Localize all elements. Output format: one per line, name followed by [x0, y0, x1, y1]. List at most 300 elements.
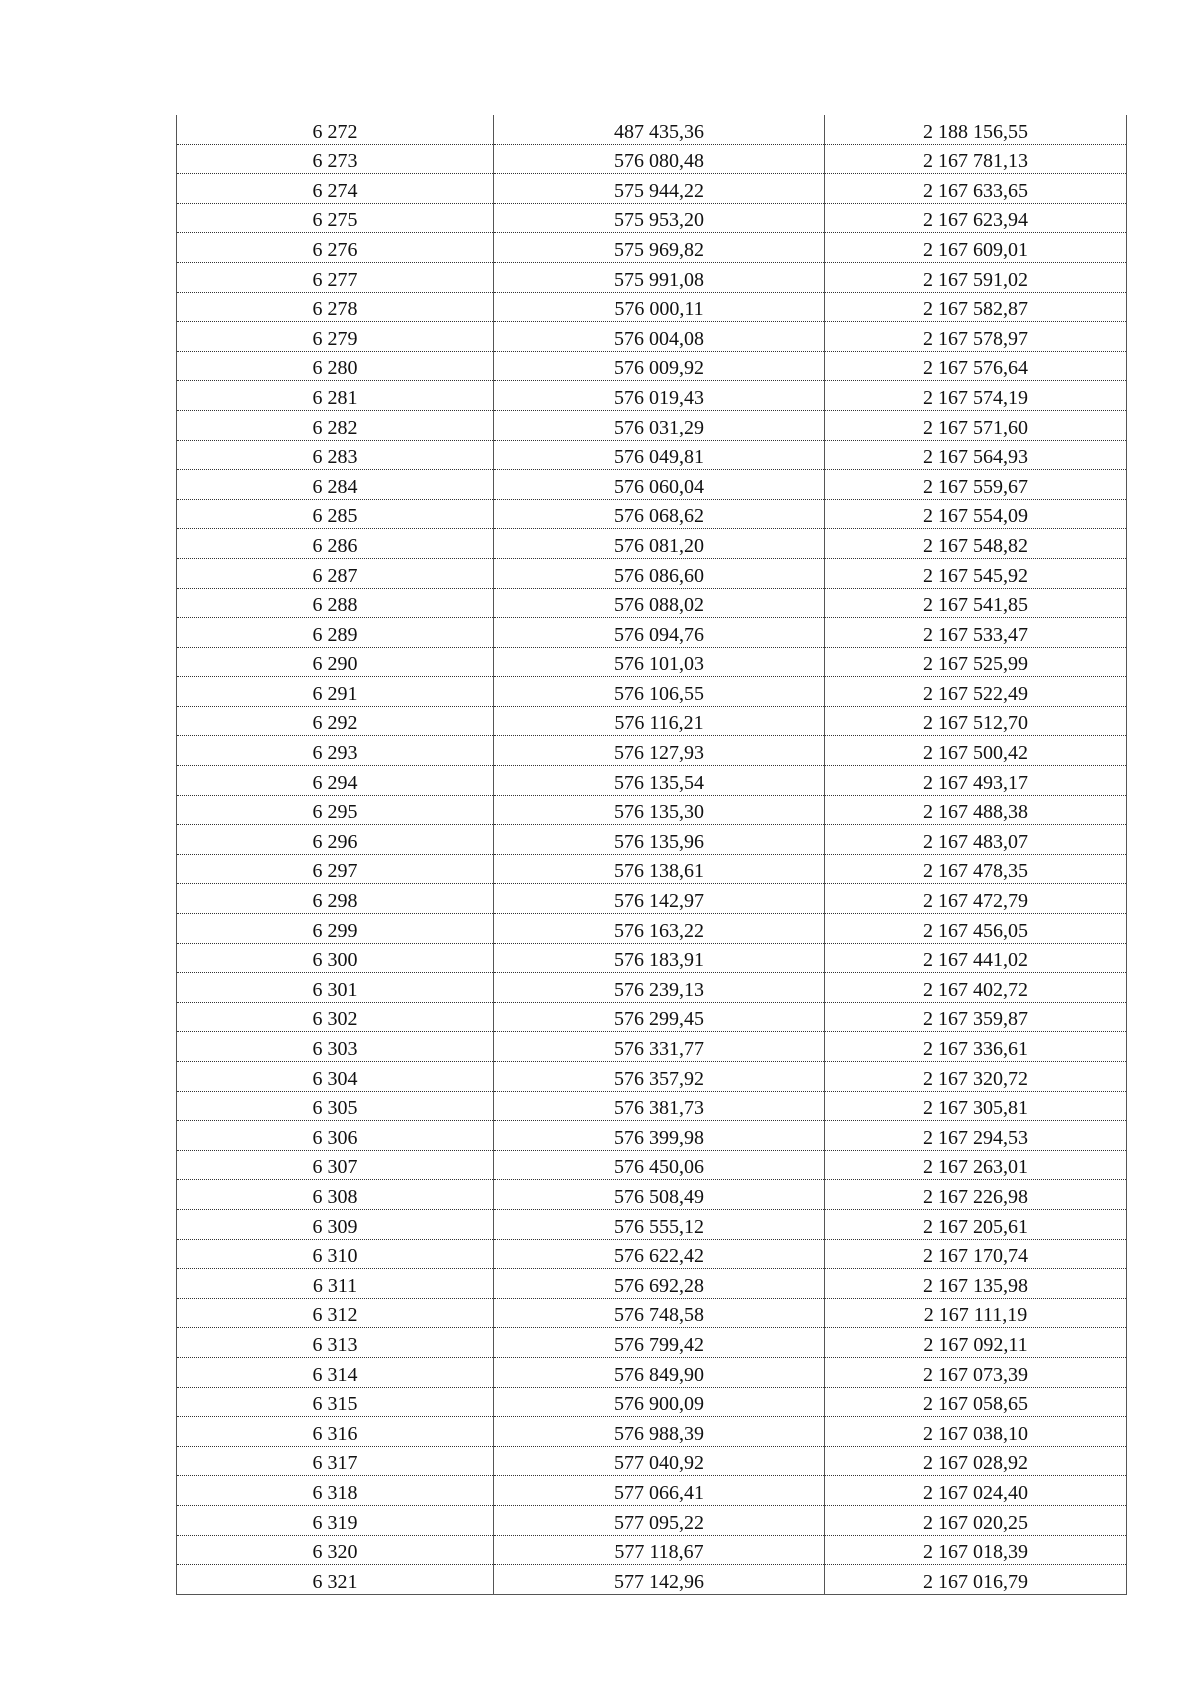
point-number-cell — [177, 647, 494, 677]
point-number-cell — [177, 144, 494, 174]
cell-text: 576 004,08 — [614, 327, 704, 350]
x-coordinate-cell — [494, 825, 825, 855]
y-coordinate-cell — [825, 1180, 1127, 1210]
table-row — [177, 854, 1127, 884]
cell-text: 6 299 — [312, 919, 358, 942]
cell-text: 6 295 — [312, 801, 358, 824]
cell-text: 576 009,92 — [614, 357, 704, 380]
cell-text: 2 167 170,74 — [923, 1245, 1028, 1268]
y-coordinate-cell — [825, 647, 1127, 677]
point-number-cell — [177, 1417, 494, 1447]
x-coordinate-cell — [494, 1417, 825, 1447]
x-coordinate-cell — [494, 618, 825, 648]
cell-text: 2 167 488,38 — [923, 801, 1028, 824]
table-row — [177, 322, 1127, 352]
point-number-cell — [177, 1357, 494, 1387]
cell-text: 6 302 — [312, 1008, 358, 1031]
y-coordinate-cell — [825, 470, 1127, 500]
cell-text: 6 294 — [312, 771, 358, 794]
x-coordinate-cell — [494, 262, 825, 292]
x-coordinate-cell — [494, 943, 825, 973]
coordinates-table — [176, 115, 1127, 1595]
cell-text: 6 279 — [312, 327, 358, 350]
y-coordinate-cell — [825, 1121, 1127, 1151]
cell-text: 577 095,22 — [614, 1511, 704, 1534]
x-coordinate-cell — [494, 1209, 825, 1239]
table-row — [177, 1535, 1127, 1565]
x-coordinate-cell — [494, 706, 825, 736]
cell-text: 6 293 — [312, 742, 358, 765]
cell-text: 6 272 — [312, 120, 358, 143]
table-row — [177, 115, 1127, 144]
cell-text: 577 040,92 — [614, 1452, 704, 1475]
cell-text: 6 291 — [312, 682, 358, 705]
y-coordinate-cell — [825, 1150, 1127, 1180]
x-coordinate-cell — [494, 144, 825, 174]
cell-text: 2 167 574,19 — [923, 386, 1028, 409]
cell-text: 6 309 — [312, 1215, 358, 1238]
cell-text: 2 167 493,17 — [923, 771, 1028, 794]
cell-text: 2 167 038,10 — [923, 1422, 1028, 1445]
y-coordinate-cell — [825, 973, 1127, 1003]
x-coordinate-cell — [494, 174, 825, 204]
cell-text: 6 289 — [312, 623, 358, 646]
point-number-cell — [177, 706, 494, 736]
table-row — [177, 1565, 1127, 1595]
point-number-cell — [177, 1328, 494, 1358]
table-row — [177, 1239, 1127, 1269]
table-row — [177, 736, 1127, 766]
cell-text: 6 287 — [312, 564, 358, 587]
table-row — [177, 973, 1127, 1003]
cell-text: 576 142,97 — [614, 890, 704, 913]
table-row — [177, 233, 1127, 263]
cell-text: 2 167 336,61 — [923, 1038, 1028, 1060]
point-number-cell — [177, 825, 494, 855]
point-number-cell — [177, 1209, 494, 1239]
point-number-cell — [177, 440, 494, 470]
table-row — [177, 440, 1127, 470]
y-coordinate-cell — [825, 736, 1127, 766]
point-number-cell — [177, 1062, 494, 1092]
y-coordinate-cell — [825, 943, 1127, 973]
y-coordinate-cell — [825, 1387, 1127, 1417]
y-coordinate-cell — [825, 529, 1127, 559]
x-coordinate-cell — [494, 233, 825, 263]
x-coordinate-cell — [494, 1505, 825, 1535]
cell-text: 576 138,61 — [614, 860, 704, 883]
cell-text: 6 286 — [312, 534, 358, 557]
cell-text: 576 508,49 — [614, 1185, 704, 1208]
point-number-cell — [177, 588, 494, 618]
table-row — [177, 203, 1127, 233]
point-number-cell — [177, 1269, 494, 1299]
cell-text: 2 167 472,79 — [923, 890, 1028, 913]
point-number-cell — [177, 1239, 494, 1269]
cell-text: 6 319 — [312, 1511, 358, 1534]
cell-text: 576 106,55 — [614, 682, 704, 705]
table-row — [177, 1002, 1127, 1032]
x-coordinate-cell — [494, 1565, 825, 1595]
x-coordinate-cell — [494, 588, 825, 618]
y-coordinate-cell — [825, 588, 1127, 618]
x-coordinate-cell — [494, 529, 825, 559]
cell-text: 6 306 — [312, 1126, 358, 1149]
point-number-cell — [177, 884, 494, 914]
cell-text: 576 060,04 — [614, 475, 704, 498]
table-row — [177, 1269, 1127, 1299]
cell-text: 576 450,06 — [614, 1156, 704, 1179]
point-number-cell — [177, 1476, 494, 1506]
cell-text: 576 622,42 — [614, 1245, 704, 1268]
x-coordinate-cell — [494, 914, 825, 944]
cell-text: 6 281 — [312, 386, 358, 409]
x-coordinate-cell — [494, 292, 825, 322]
x-coordinate-cell — [494, 203, 825, 233]
x-coordinate-cell — [494, 677, 825, 707]
cell-text: 2 167 582,87 — [923, 298, 1028, 321]
x-coordinate-cell — [494, 470, 825, 500]
point-number-cell — [177, 1121, 494, 1151]
cell-text: 2 167 559,67 — [923, 475, 1028, 498]
cell-text: 6 282 — [312, 416, 358, 439]
y-coordinate-cell — [825, 706, 1127, 736]
point-number-cell — [177, 203, 494, 233]
y-coordinate-cell — [825, 1091, 1127, 1121]
x-coordinate-cell — [494, 1387, 825, 1417]
x-coordinate-cell — [494, 1002, 825, 1032]
table-row — [177, 647, 1127, 677]
cell-text: 6 303 — [312, 1038, 358, 1060]
cell-text: 6 283 — [312, 446, 358, 469]
table-row — [177, 1150, 1127, 1180]
table-row — [177, 1180, 1127, 1210]
x-coordinate-cell — [494, 1032, 825, 1062]
table-row — [177, 1328, 1127, 1358]
point-number-cell — [177, 1446, 494, 1476]
table-row — [177, 1209, 1127, 1239]
table-row — [177, 943, 1127, 973]
cell-text: 577 118,67 — [614, 1541, 704, 1564]
cell-text: 2 167 294,53 — [923, 1126, 1028, 1149]
cell-text: 6 310 — [312, 1245, 358, 1268]
table-row — [177, 262, 1127, 292]
cell-text: 576 088,02 — [614, 594, 704, 617]
y-coordinate-cell — [825, 884, 1127, 914]
cell-text: 6 320 — [312, 1541, 358, 1564]
y-coordinate-cell — [825, 914, 1127, 944]
cell-text: 2 167 781,13 — [923, 150, 1028, 173]
cell-text: 576 900,09 — [614, 1393, 704, 1416]
point-number-cell — [177, 677, 494, 707]
table-row — [177, 529, 1127, 559]
x-coordinate-cell — [494, 1180, 825, 1210]
cell-text: 576 019,43 — [614, 386, 704, 409]
point-number-cell — [177, 1150, 494, 1180]
cell-text: 576 799,42 — [614, 1333, 704, 1356]
cell-text: 2 167 623,94 — [923, 209, 1028, 232]
cell-text: 2 167 456,05 — [923, 919, 1028, 942]
cell-text: 2 167 092,11 — [923, 1333, 1028, 1356]
cell-text: 577 142,96 — [614, 1570, 704, 1593]
cell-text: 575 944,22 — [614, 179, 704, 202]
table-row — [177, 144, 1127, 174]
point-number-cell — [177, 1002, 494, 1032]
cell-text: 6 315 — [312, 1393, 358, 1416]
y-coordinate-cell — [825, 322, 1127, 352]
point-number-cell — [177, 1298, 494, 1328]
table-row — [177, 1121, 1127, 1151]
cell-text: 2 167 402,72 — [923, 978, 1028, 1001]
y-coordinate-cell — [825, 440, 1127, 470]
cell-text: 2 167 205,61 — [923, 1215, 1028, 1238]
table-row — [177, 795, 1127, 825]
point-number-cell — [177, 529, 494, 559]
cell-text: 2 167 633,65 — [923, 179, 1028, 202]
x-coordinate-cell — [494, 1476, 825, 1506]
y-coordinate-cell — [825, 766, 1127, 796]
y-coordinate-cell — [825, 499, 1127, 529]
cell-text: 576 748,58 — [614, 1304, 704, 1327]
cell-text: 6 288 — [312, 594, 358, 617]
cell-text: 2 167 478,35 — [923, 860, 1028, 883]
cell-text: 2 167 576,64 — [923, 357, 1028, 380]
cell-text: 2 167 018,39 — [923, 1541, 1028, 1564]
point-number-cell — [177, 1387, 494, 1417]
x-coordinate-cell — [494, 973, 825, 1003]
y-coordinate-cell — [825, 677, 1127, 707]
y-coordinate-cell — [825, 1476, 1127, 1506]
cell-text: 6 275 — [312, 209, 358, 232]
y-coordinate-cell — [825, 1062, 1127, 1092]
x-coordinate-cell — [494, 1535, 825, 1565]
table-row — [177, 1387, 1127, 1417]
cell-text: 6 312 — [312, 1304, 358, 1327]
cell-text: 576 331,77 — [614, 1038, 704, 1060]
cell-text: 6 307 — [312, 1156, 358, 1179]
cell-text: 6 308 — [312, 1185, 358, 1208]
x-coordinate-cell — [494, 1446, 825, 1476]
cell-text: 2 167 500,42 — [923, 742, 1028, 765]
y-coordinate-cell — [825, 381, 1127, 411]
point-number-cell — [177, 736, 494, 766]
cell-text: 6 317 — [312, 1452, 358, 1475]
x-coordinate-cell — [494, 1328, 825, 1358]
cell-text: 2 167 135,98 — [923, 1274, 1028, 1297]
table-row — [177, 825, 1127, 855]
point-number-cell — [177, 351, 494, 381]
point-number-cell — [177, 233, 494, 263]
cell-text: 6 300 — [312, 949, 358, 972]
cell-text: 6 321 — [312, 1570, 358, 1593]
y-coordinate-cell — [825, 1446, 1127, 1476]
point-number-cell — [177, 1505, 494, 1535]
table-row — [177, 588, 1127, 618]
point-number-cell — [177, 1032, 494, 1062]
cell-text: 2 167 020,25 — [923, 1511, 1028, 1534]
y-coordinate-cell — [825, 1269, 1127, 1299]
y-coordinate-cell — [825, 1535, 1127, 1565]
cell-text: 6 290 — [312, 653, 358, 676]
cell-text: 6 304 — [312, 1067, 358, 1090]
x-coordinate-cell — [494, 1121, 825, 1151]
x-coordinate-cell — [494, 322, 825, 352]
table-row — [177, 1476, 1127, 1506]
x-coordinate-cell — [494, 884, 825, 914]
table-row — [177, 706, 1127, 736]
cell-text: 6 284 — [312, 475, 358, 498]
x-coordinate-cell — [494, 647, 825, 677]
x-coordinate-cell — [494, 1150, 825, 1180]
cell-text: 6 296 — [312, 830, 358, 853]
table-row — [177, 1417, 1127, 1447]
cell-text: 2 167 226,98 — [923, 1185, 1028, 1208]
cell-text: 2 167 564,93 — [923, 446, 1028, 469]
cell-text: 6 278 — [312, 298, 358, 321]
cell-text: 6 274 — [312, 179, 358, 202]
y-coordinate-cell — [825, 262, 1127, 292]
coordinates-table-body — [177, 115, 1127, 1594]
table-row — [177, 1357, 1127, 1387]
x-coordinate-cell — [494, 1239, 825, 1269]
cell-text: 576 555,12 — [614, 1215, 704, 1238]
cell-text: 576 399,98 — [614, 1126, 704, 1149]
table-row — [177, 1298, 1127, 1328]
point-number-cell — [177, 943, 494, 973]
y-coordinate-cell — [825, 1565, 1127, 1595]
y-coordinate-cell — [825, 1239, 1127, 1269]
cell-text: 2 167 028,92 — [923, 1452, 1028, 1475]
x-coordinate-cell — [494, 115, 825, 144]
cell-text: 576 094,76 — [614, 623, 704, 646]
cell-text: 487 435,36 — [614, 120, 704, 143]
cell-text: 2 167 305,81 — [923, 1097, 1028, 1120]
point-number-cell — [177, 558, 494, 588]
cell-text: 577 066,41 — [614, 1481, 704, 1504]
y-coordinate-cell — [825, 292, 1127, 322]
y-coordinate-cell — [825, 410, 1127, 440]
cell-text: 2 167 483,07 — [923, 830, 1028, 853]
cell-text: 6 301 — [312, 978, 358, 1001]
cell-text: 6 316 — [312, 1422, 358, 1445]
cell-text: 2 167 073,39 — [923, 1363, 1028, 1386]
cell-text: 6 273 — [312, 150, 358, 173]
cell-text: 6 318 — [312, 1481, 358, 1504]
y-coordinate-cell — [825, 203, 1127, 233]
cell-text: 576 849,90 — [614, 1363, 704, 1386]
cell-text: 576 135,54 — [614, 771, 704, 794]
y-coordinate-cell — [825, 558, 1127, 588]
cell-text: 575 953,20 — [614, 209, 704, 232]
cell-text: 2 167 263,01 — [923, 1156, 1028, 1179]
x-coordinate-cell — [494, 410, 825, 440]
cell-text: 576 299,45 — [614, 1008, 704, 1031]
cell-text: 576 163,22 — [614, 919, 704, 942]
cell-text: 2 167 554,09 — [923, 505, 1028, 528]
y-coordinate-cell — [825, 1505, 1127, 1535]
y-coordinate-cell — [825, 1328, 1127, 1358]
table-row — [177, 381, 1127, 411]
table-row — [177, 677, 1127, 707]
cell-text: 576 086,60 — [614, 564, 704, 587]
table-row — [177, 351, 1127, 381]
cell-text: 576 127,93 — [614, 742, 704, 765]
point-number-cell — [177, 470, 494, 500]
cell-text: 6 314 — [312, 1363, 358, 1386]
point-number-cell — [177, 766, 494, 796]
y-coordinate-cell — [825, 1032, 1127, 1062]
x-coordinate-cell — [494, 1269, 825, 1299]
y-coordinate-cell — [825, 115, 1127, 144]
cell-text: 2 167 024,40 — [923, 1481, 1028, 1504]
cell-text: 6 311 — [312, 1274, 358, 1297]
cell-text: 6 305 — [312, 1097, 358, 1120]
cell-text: 6 297 — [312, 860, 358, 883]
cell-text: 6 277 — [312, 268, 358, 291]
cell-text: 576 000,11 — [614, 298, 704, 321]
cell-text: 2 167 541,85 — [923, 594, 1028, 617]
cell-text: 576 049,81 — [614, 446, 704, 469]
cell-text: 575 991,08 — [614, 268, 704, 291]
cell-text: 6 298 — [312, 890, 358, 913]
cell-text: 576 183,91 — [614, 949, 704, 972]
table-row — [177, 558, 1127, 588]
x-coordinate-cell — [494, 1062, 825, 1092]
point-number-cell — [177, 1565, 494, 1595]
cell-text: 2 167 609,01 — [923, 238, 1028, 261]
cell-text: 2 167 571,60 — [923, 416, 1028, 439]
cell-text: 2 167 016,79 — [923, 1570, 1028, 1593]
x-coordinate-cell — [494, 1357, 825, 1387]
table-row — [177, 766, 1127, 796]
point-number-cell — [177, 410, 494, 440]
point-number-cell — [177, 499, 494, 529]
table-row — [177, 914, 1127, 944]
table-row — [177, 1505, 1127, 1535]
x-coordinate-cell — [494, 351, 825, 381]
cell-text: 2 167 111,19 — [923, 1304, 1028, 1327]
point-number-cell — [177, 1535, 494, 1565]
x-coordinate-cell — [494, 766, 825, 796]
cell-text: 576 239,13 — [614, 978, 704, 1001]
cell-text: 6 280 — [312, 357, 358, 380]
y-coordinate-cell — [825, 825, 1127, 855]
table-row — [177, 410, 1127, 440]
table-row — [177, 499, 1127, 529]
y-coordinate-cell — [825, 618, 1127, 648]
table-row — [177, 1091, 1127, 1121]
cell-text: 576 031,29 — [614, 416, 704, 439]
cell-text: 576 081,20 — [614, 534, 704, 557]
point-number-cell — [177, 854, 494, 884]
cell-text: 2 167 533,47 — [923, 623, 1028, 646]
cell-text: 576 135,96 — [614, 830, 704, 853]
cell-text: 2 167 548,82 — [923, 534, 1028, 557]
x-coordinate-cell — [494, 1298, 825, 1328]
y-coordinate-cell — [825, 1298, 1127, 1328]
x-coordinate-cell — [494, 558, 825, 588]
cell-text: 576 692,28 — [614, 1274, 704, 1297]
x-coordinate-cell — [494, 736, 825, 766]
point-number-cell — [177, 262, 494, 292]
point-number-cell — [177, 795, 494, 825]
cell-text: 576 101,03 — [614, 653, 704, 676]
point-number-cell — [177, 914, 494, 944]
cell-text: 6 285 — [312, 505, 358, 528]
point-number-cell — [177, 973, 494, 1003]
point-number-cell — [177, 292, 494, 322]
cell-text: 6 276 — [312, 238, 358, 261]
